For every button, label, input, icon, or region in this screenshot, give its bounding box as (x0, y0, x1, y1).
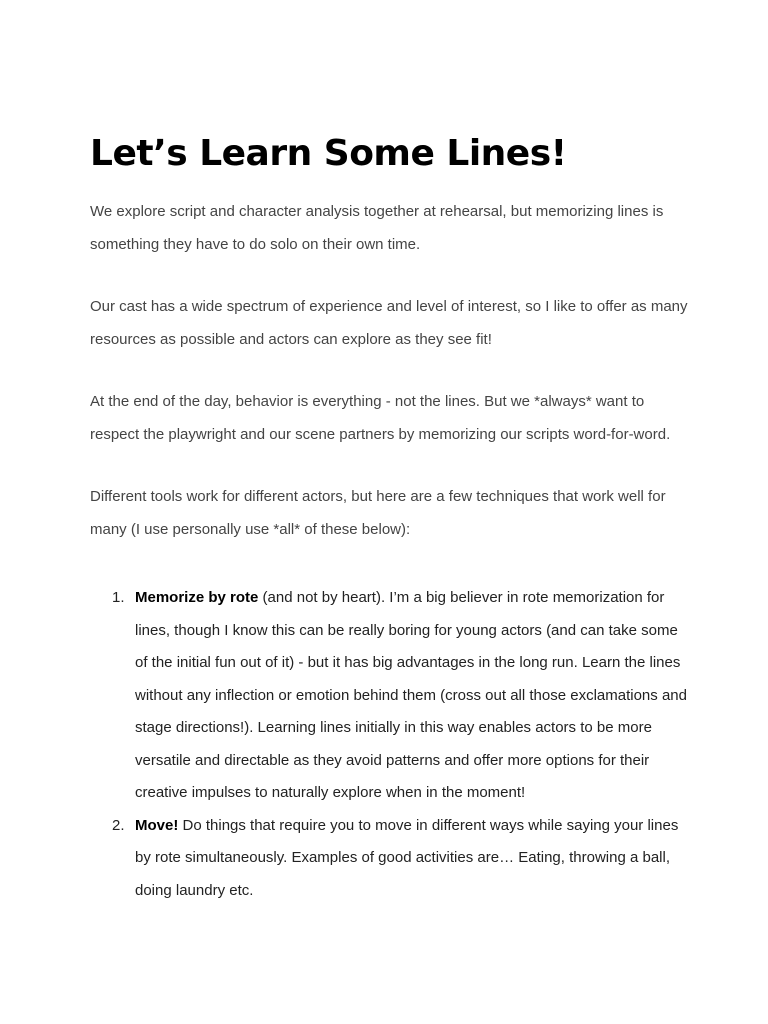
page-title: Let’s Learn Some Lines! (90, 133, 567, 174)
list-item (90, 582, 690, 810)
techniques-paragraph: Different tools work for different actors, but here are a few techniques that work well for many (I use personally use *all* of these below): (90, 488, 666, 538)
list-item-lead: Move! (135, 816, 179, 834)
list-item-number: 1. (112, 589, 125, 606)
list-item-text: (and not by heart). I’m a big believer in rote memorization for lines, though I know this can be really boring for young actors (and can take some of the initial fun out of it) - but it has big advantages in the long run. Learn the lines without any inflection or emotion behind them (cross out all those exclamations and stage directions!). Learning lines initially in this way enables actors to be more versatile and directable as they avoid patterns and offer more options for their creative impulses to naturally explore when in the moment! (135, 589, 687, 801)
intro-paragraph: We explore script and character analysis together at rehearsal, but memorizing lines is something they have to do solo on their own time. (90, 203, 664, 253)
behavior-paragraph: At the end of the day, behavior is everything - not the lines. But we *always* want to respect the playwright and our scene partners by memorizing our scripts word-for-word. (90, 393, 671, 443)
cast-paragraph: Our cast has a wide spectrum of experience and level of interest, so I like to offer as many resources as possible and actors can explore as they see fit! (90, 298, 688, 348)
list-item-number: 2. (112, 816, 125, 834)
list-item-lead: Memorize by rote (135, 589, 259, 606)
list-item (90, 810, 690, 908)
techniques-list (90, 582, 690, 907)
document-page (90, 130, 690, 901)
list-item-text: Do things that require you to move in different ways while saying your lines by rote simultaneously. Examples of good activities are… Eating, throwing a ball, doing laundry etc. (135, 816, 679, 899)
